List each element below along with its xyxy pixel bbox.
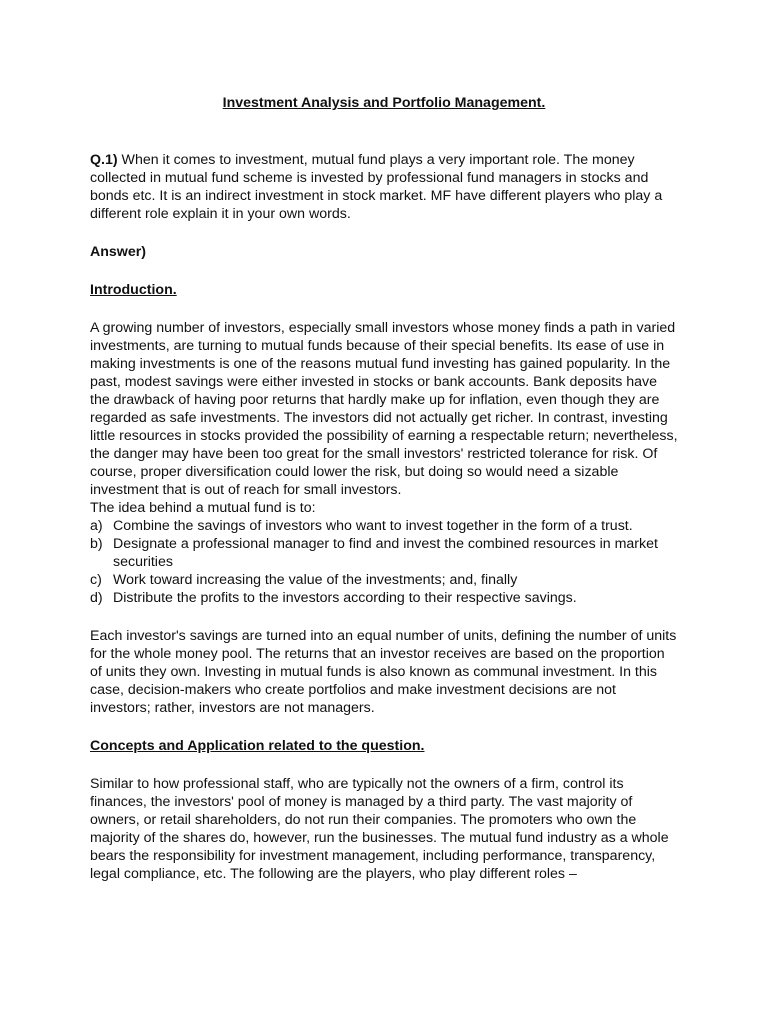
question-block <box>90 151 678 223</box>
list-item-text: Combine the savings of investors who want to invest together in the form of a trust. <box>113 518 633 534</box>
list-item-marker: c) <box>90 572 102 588</box>
introduction-heading: Introduction. <box>90 282 177 298</box>
mutual-fund-idea-list <box>90 517 678 607</box>
document-title: Investment Analysis and Portfolio Management. <box>222 95 546 111</box>
list-item-text: Work toward increasing the value of the investments; and, finally <box>113 572 518 588</box>
list-item-marker: d) <box>90 590 103 606</box>
list-item-marker: a) <box>90 518 103 534</box>
concepts-paragraph: Similar to how professional staff, who are typically not the owners of a firm, control its finances, the investors' pool of money is managed by a third party. The vast majority of owners, or retail shareholders, do not run their companies. The promoters who own the majority of the shares do, however, run the businesses. The mutual fund industry as a whole bears the responsibility for investment management, including performance, transparency, legal compliance, etc. The following are the players, who play different roles – <box>90 776 669 882</box>
question-text: When it comes to investment, mutual fund plays a very important role. The money collected in mutual fund scheme is invested by professional fund managers in stocks and bonds etc. It is an indirect investment in stock market. MF have different players who play a different role explain it in your own words. <box>90 152 663 222</box>
introduction-paragraph-1: A growing number of investors, especially small investors whose money finds a path in varied investments, are turning to mutual funds because of their special benefits. Its ease of use in making investments is one of the reasons mutual fund investing has gained popularity. In the past, modest savings were either invested in stocks or bank accounts. Bank deposits have the drawback of having poor returns that hardly make up for inflation, even though they are regarded as safe investments. The investors did not actually get richer. In contrast, investing little resources in stocks provided the possibility of earning a respectable return; nevertheless, the danger may have been too great for the small investors' restricted tolerance for risk. Of course, proper diversification could lower the risk, but doing so would need a sizable investment that is out of reach for small investors. <box>90 320 678 498</box>
list-item-marker: b) <box>90 536 103 552</box>
list-item <box>90 535 678 571</box>
list-item <box>90 571 678 589</box>
list-item <box>90 589 678 607</box>
introduction-paragraph-2: Each investor's savings are turned into an equal number of units, defining the number of units for the whole money pool. The returns that an investor receives are based on the proportion of units they own. Investing in mutual funds is also known as communal investment. In this case, decision-makers who create portfolios and make investment decisions are not investors; rather, investors are not managers. <box>90 628 677 716</box>
question-label: Q.1) <box>90 152 118 168</box>
answer-label: Answer) <box>90 244 146 260</box>
list-item <box>90 517 678 535</box>
list-item-text: Distribute the profits to the investors according to their respective savings. <box>113 590 577 606</box>
list-intro: The idea behind a mutual fund is to: <box>90 500 316 516</box>
list-item-text: Designate a professional manager to find and invest the combined resources in market securities <box>113 536 658 570</box>
concepts-heading: Concepts and Application related to the question. <box>90 738 425 754</box>
